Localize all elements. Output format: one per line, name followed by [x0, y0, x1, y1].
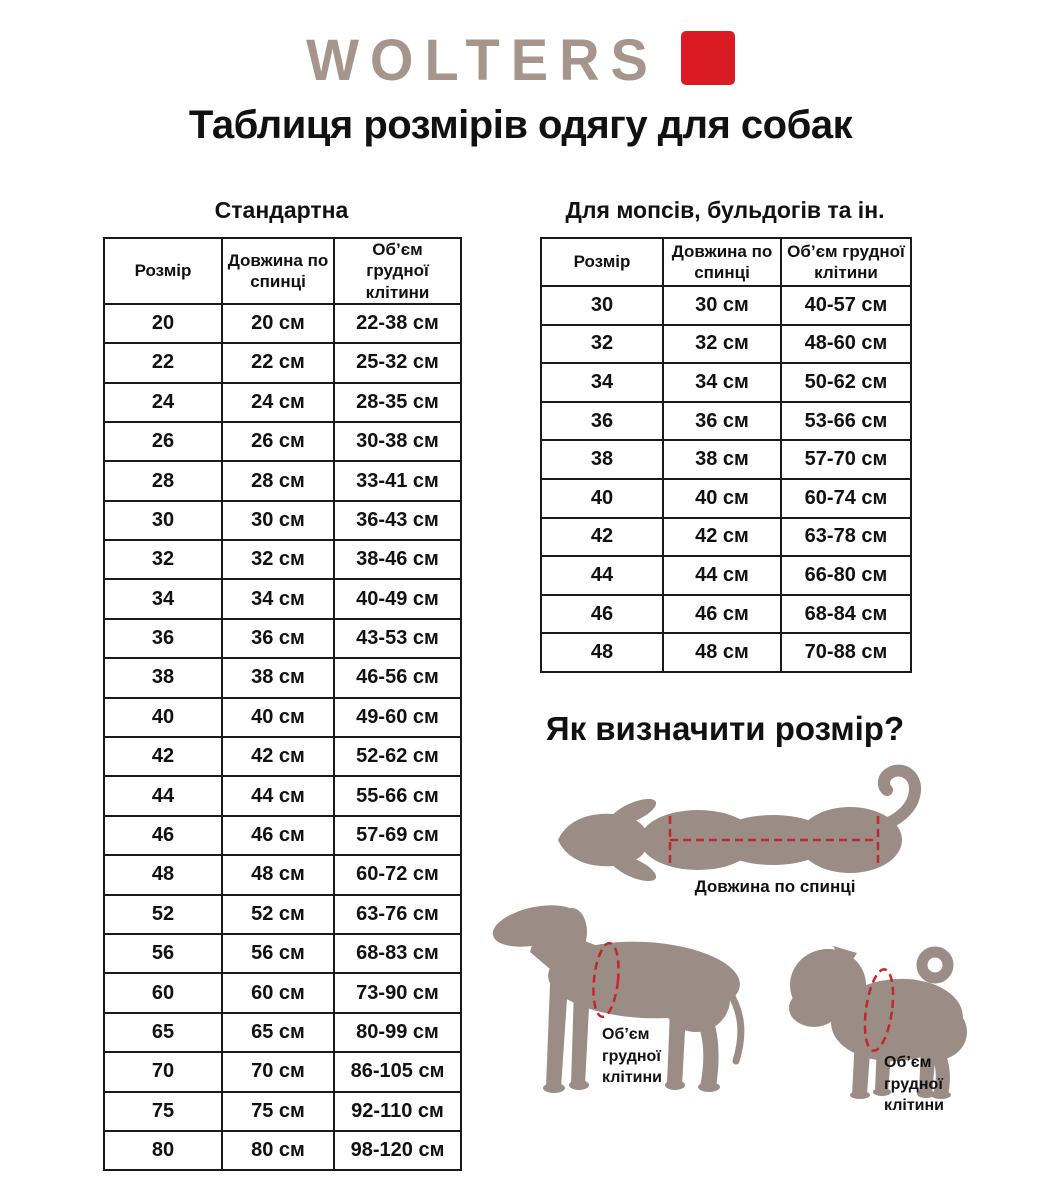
brand-logo [0, 28, 1041, 92]
table-cell: 20 см [222, 304, 334, 343]
table-cell: 30-38 см [334, 422, 461, 461]
table-cell: 26 см [222, 422, 334, 461]
table-row [104, 816, 461, 855]
table-cell: 42 см [663, 518, 781, 557]
table-cell: 57-70 см [781, 440, 911, 479]
table-row [104, 1131, 461, 1170]
table-cell: 30 см [663, 286, 781, 325]
table-row [541, 363, 911, 402]
table-cell: 24 см [222, 383, 334, 422]
table-cell: 40 см [663, 479, 781, 518]
table-cell: 75 [104, 1092, 222, 1131]
table-cell: 48-60 см [781, 325, 911, 364]
table-row [541, 479, 911, 518]
table-cell: 32 см [663, 325, 781, 364]
table-cell: 34 [104, 579, 222, 618]
pugs-header-chest: Об’єм грудної клітини [781, 238, 911, 286]
table-cell: 60 [104, 973, 222, 1012]
table-cell: 49-60 см [334, 698, 461, 737]
table-cell: 36 см [222, 619, 334, 658]
table-cell: 48 [541, 633, 663, 672]
table-cell: 60-74 см [781, 479, 911, 518]
standard-header-size: Розмір [104, 238, 222, 304]
table-cell: 48 [104, 855, 222, 894]
table-cell: 42 [541, 518, 663, 557]
chest-label-pug: Об’єм грудної клітини [884, 1054, 944, 1115]
table-cell: 46 см [222, 816, 334, 855]
table-cell: 44 [104, 776, 222, 815]
table-cell: 24 [104, 383, 222, 422]
table-row [541, 556, 911, 595]
table-cell: 98-120 см [334, 1131, 461, 1170]
standard-size-table [103, 237, 462, 1171]
table-cell: 73-90 см [334, 973, 461, 1012]
table-row [104, 540, 461, 579]
table-cell: 52 [104, 895, 222, 934]
table-cell: 70-88 см [781, 633, 911, 672]
table-cell: 75 см [222, 1092, 334, 1131]
table-cell: 80 [104, 1131, 222, 1170]
table-cell: 22-38 см [334, 304, 461, 343]
table-cell: 40-49 см [334, 579, 461, 618]
table-cell: 63-76 см [334, 895, 461, 934]
table-cell: 92-110 см [334, 1092, 461, 1131]
table-cell: 40 [541, 479, 663, 518]
table-row [104, 343, 461, 382]
table-cell: 22 см [222, 343, 334, 382]
table-cell: 33-41 см [334, 461, 461, 500]
table-cell: 26 [104, 422, 222, 461]
table-row [104, 461, 461, 500]
table-cell: 56 [104, 934, 222, 973]
table-cell: 63-78 см [781, 518, 911, 557]
pugs-header-back-length: Довжина по спинці [663, 238, 781, 286]
standard-header-back-length: Довжина по спинці [222, 238, 334, 304]
table-cell: 30 см [222, 501, 334, 540]
table-cell: 36 см [663, 402, 781, 441]
table-row [104, 422, 461, 461]
table-cell: 36-43 см [334, 501, 461, 540]
table-cell: 57-69 см [334, 816, 461, 855]
table-cell: 38 см [663, 440, 781, 479]
table-cell: 48 см [663, 633, 781, 672]
table-cell: 30 [541, 286, 663, 325]
table-cell: 80 см [222, 1131, 334, 1170]
table-cell: 43-53 см [334, 619, 461, 658]
table-cell: 34 см [222, 579, 334, 618]
table-cell: 38 [104, 658, 222, 697]
table-cell: 68-84 см [781, 595, 911, 634]
table-cell: 50-62 см [781, 363, 911, 402]
table-cell: 44 см [222, 776, 334, 815]
table-cell: 30 [104, 501, 222, 540]
table-cell: 70 см [222, 1052, 334, 1091]
table-cell: 42 см [222, 737, 334, 776]
table-cell: 40-57 см [781, 286, 911, 325]
brand-logo-red-square-icon [681, 31, 735, 85]
table-cell: 40 см [222, 698, 334, 737]
table-cell: 42 [104, 737, 222, 776]
table-cell: 34 [541, 363, 663, 402]
table-cell: 65 [104, 1013, 222, 1052]
table-cell: 52-62 см [334, 737, 461, 776]
table-row [541, 440, 911, 479]
table-cell: 46 [104, 816, 222, 855]
table-cell: 80-99 см [334, 1013, 461, 1052]
table-cell: 68-83 см [334, 934, 461, 973]
table-row [541, 325, 911, 364]
table-cell: 32 [104, 540, 222, 579]
table-cell: 28 [104, 461, 222, 500]
table-cell: 38 [541, 440, 663, 479]
table-row [104, 619, 461, 658]
table-row [104, 501, 461, 540]
table-row [104, 776, 461, 815]
table-row [104, 1092, 461, 1131]
table-cell: 48 см [222, 855, 334, 894]
table-cell: 46-56 см [334, 658, 461, 697]
table-cell: 44 см [663, 556, 781, 595]
table-cell: 20 [104, 304, 222, 343]
table-row [104, 895, 461, 934]
table-cell: 32 см [222, 540, 334, 579]
table-row [104, 658, 461, 697]
table-cell: 22 [104, 343, 222, 382]
table-cell: 55-66 см [334, 776, 461, 815]
guide-title: Як визначити розмір? [545, 710, 905, 747]
table-cell: 38-46 см [334, 540, 461, 579]
table-cell: 46 [541, 595, 663, 634]
standard-header-row [104, 238, 461, 304]
table-cell: 44 [541, 556, 663, 595]
table-cell: 28 см [222, 461, 334, 500]
table-row [104, 934, 461, 973]
pugs-table-caption: Для мопсів, бульдогів та ін. [565, 197, 885, 223]
table-cell: 25-32 см [334, 343, 461, 382]
standard-table-caption: Стандартна [214, 197, 349, 223]
table-cell: 56 см [222, 934, 334, 973]
table-cell: 86-105 см [334, 1052, 461, 1091]
table-row [104, 973, 461, 1012]
table-cell: 53-66 см [781, 402, 911, 441]
table-row [104, 737, 461, 776]
table-cell: 46 см [663, 595, 781, 634]
table-cell: 32 [541, 325, 663, 364]
table-row [541, 286, 911, 325]
page-title: Таблиця розмірів одягу для собак [188, 103, 853, 147]
table-cell: 52 см [222, 895, 334, 934]
table-row [104, 698, 461, 737]
table-cell: 28-35 см [334, 383, 461, 422]
table-row [104, 383, 461, 422]
table-cell: 38 см [222, 658, 334, 697]
table-row [541, 595, 911, 634]
table-row [104, 304, 461, 343]
table-row [541, 402, 911, 441]
table-cell: 60 см [222, 973, 334, 1012]
table-row [104, 1052, 461, 1091]
table-cell: 66-80 см [781, 556, 911, 595]
table-row [541, 518, 911, 557]
brand-logo-text: WOLTERS [306, 26, 659, 93]
table-cell: 36 [104, 619, 222, 658]
pugs-header-row [541, 238, 911, 286]
table-cell: 65 см [222, 1013, 334, 1052]
standard-header-chest: Об’єм грудної клітини [334, 238, 461, 304]
pugs-size-table [540, 237, 912, 673]
table-cell: 36 [541, 402, 663, 441]
table-cell: 70 [104, 1052, 222, 1091]
table-row [104, 1013, 461, 1052]
table-cell: 60-72 см [334, 855, 461, 894]
pugs-header-size: Розмір [541, 238, 663, 286]
table-row [104, 579, 461, 618]
dog-top-view-illustration [530, 760, 975, 888]
table-row [104, 855, 461, 894]
table-row [541, 633, 911, 672]
chest-label-large-dog: Об’єм грудної клітини [602, 1026, 662, 1087]
table-cell: 40 [104, 698, 222, 737]
back-length-label: Довжина по спинці [694, 877, 856, 896]
table-cell: 34 см [663, 363, 781, 402]
